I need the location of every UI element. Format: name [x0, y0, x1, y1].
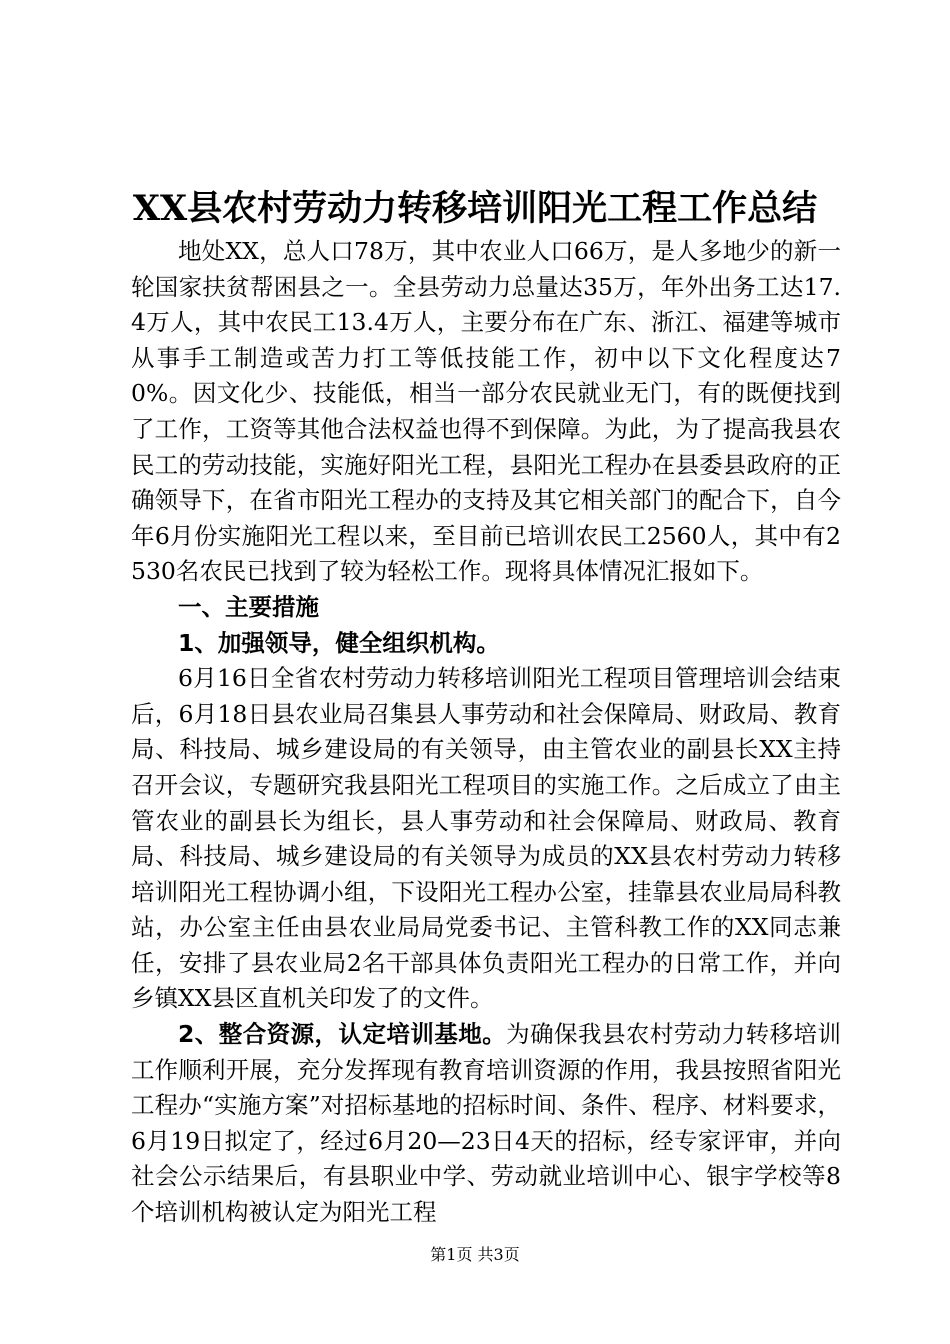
document-body: [131, 234, 841, 1231]
item-paragraph-resources: [131, 1017, 841, 1231]
intro-paragraph: 地处XX，总人口78万，其中农业人口66万，是人多地少的新一轮国家扶贫帮困县之一。全县劳动力总量达35万，年外出务工达17.4万人，其中农民工13.4万人，主要分布在广东、浙江、福建等城市从事手工制造或苦力打工等低技能工作，初中以下文化程度达70%。因文化少、技能低，相当一部分农民就业无门，有的既便找到了工作，工资等其他合法权益也得不到保障。为此，为了提高我县农民工的劳动技能，实施好阳光工程，县阳光工程办在县委县政府的正确领导下，在省市阳光工程办的支持及其它相关部门的配合下，自今年6月份实施阳光工程以来，至目前已培训农民工2560人，其中有2530名农民已找到了较为轻松工作。现将具体情况汇报如下。: [131, 237, 841, 586]
item-heading-leadership: 1、加强领导，健全组织机构。: [178, 628, 500, 657]
item-heading-resources: 2、整合资源，认定培训基地。: [178, 1020, 507, 1049]
page-footer: 第1页 共3页: [430, 1245, 520, 1264]
item-body-resources: 为确保我县农村劳动力转移培训工作顺利开展，充分发挥现有教育培训资源的作用，我县按照省阳光工程办“实施方案”对招标基地的招标时间、条件、程序、材料要求，6月19日拟定了，经过6月20—23日4天的招标，经专家评审，并向社会公示结果后，有县职业中学、劳动就业培训中心、银宇学校等8个培训机构被认定为阳光工程: [131, 1020, 842, 1227]
item-body-leadership: 6月16日全省农村劳动力转移培训阳光工程项目管理培训会结束后，6月18日县农业局召集县人事劳动和社会保障局、财政局、教育局、科技局、城乡建设局的有关领导，由主管农业的副县长XX主持召开会议，专题研究我县阳光工程项目的实施工作。之后成立了由主管农业的副县长为组长，县人事劳动和社会保障局、财政局、教育局、科技局、城乡建设局的有关领导为成员的XX县农村劳动力转移培训阳光工程协调小组，下设阳光工程办公室，挂靠县农业局局科教站，办公室主任由县农业局局党委书记、主管科教工作的XX同志兼任，安排了县农业局2名干部具体负责阳光工程办的日常工作，并向乡镇XX县区直机关印发了的文件。: [131, 664, 841, 1013]
section-heading-main-measures: 一、主要措施: [178, 592, 319, 621]
document-title: XX县农村劳动力转移培训阳光工程工作总结: [132, 188, 818, 229]
